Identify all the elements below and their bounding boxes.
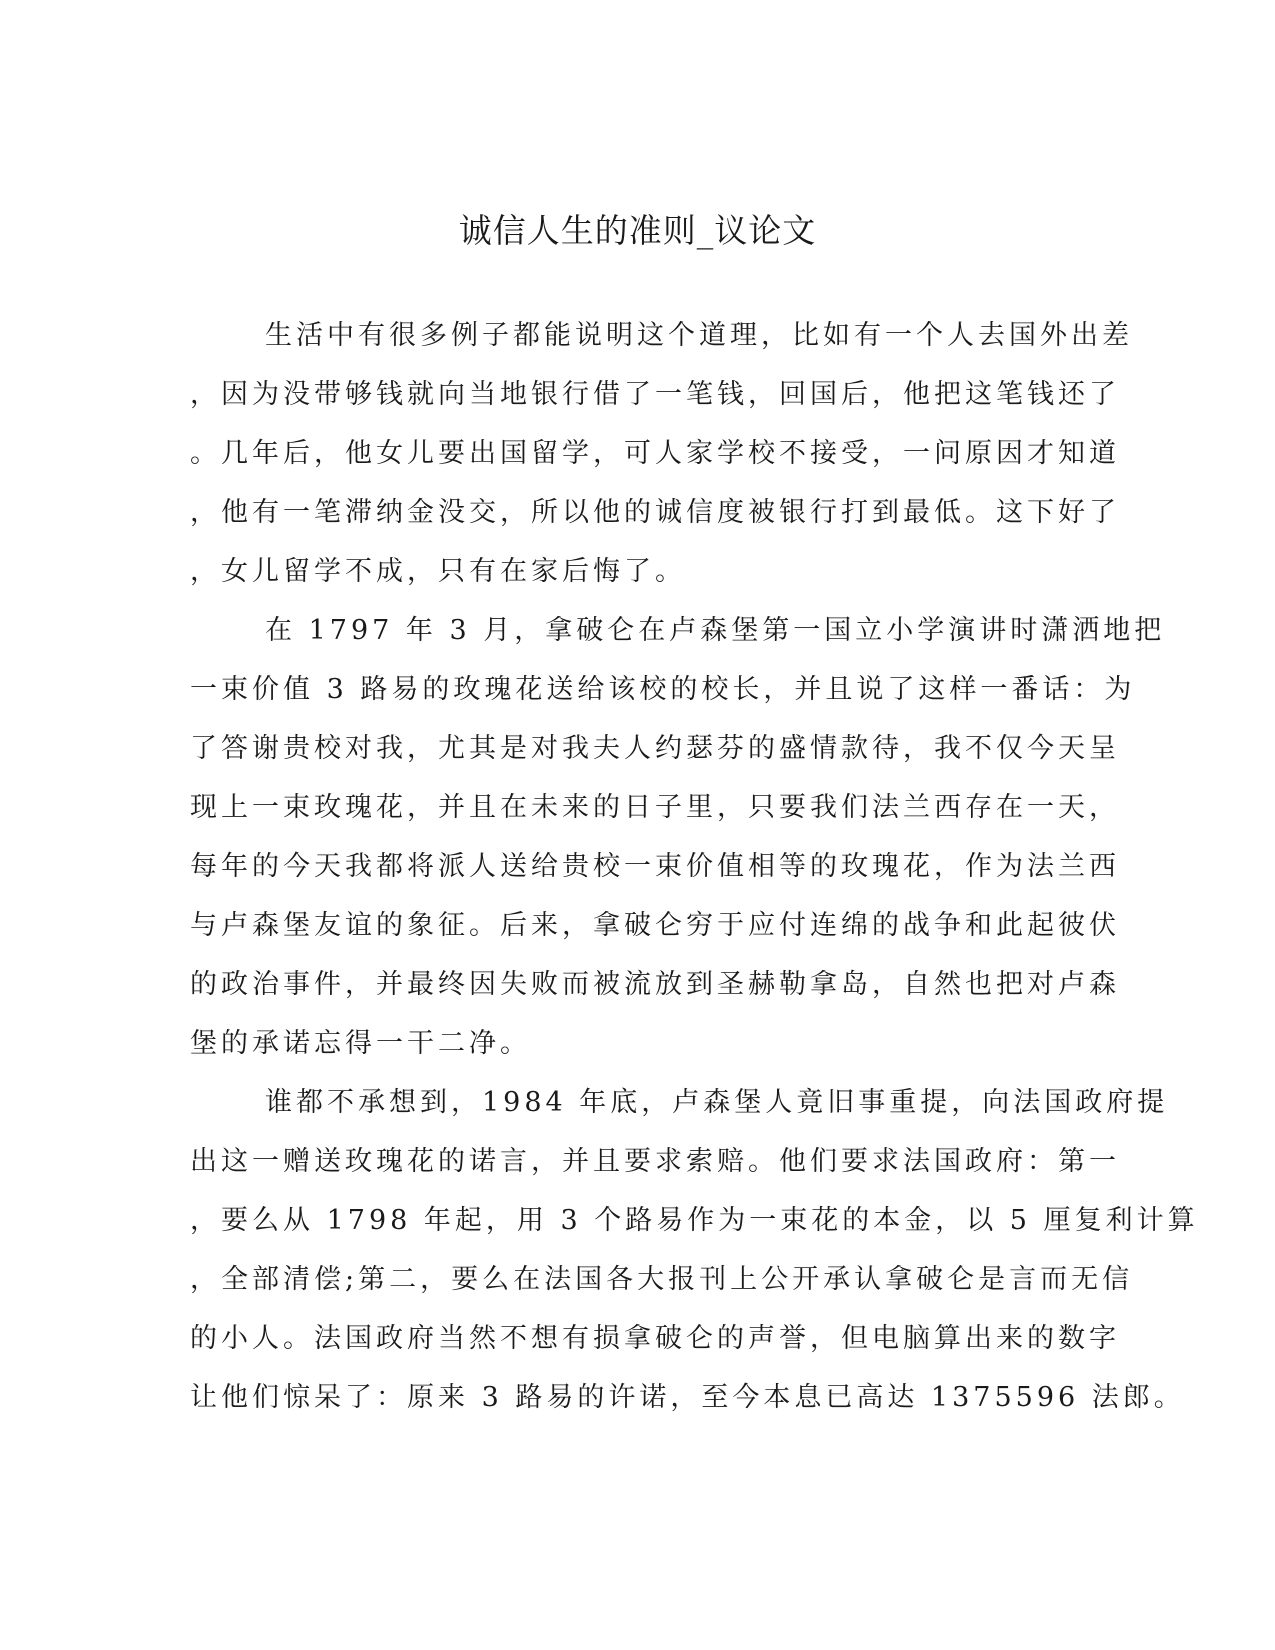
paragraph-line: 了答谢贵校对我，尤其是对我夫人约瑟芬的盛情款待，我不仅今天呈 [190,733,1120,764]
paragraph-line: ，要么从 1798 年起，用 3 个路易作为一束花的本金，以 5 厘复利计算 [190,1205,1199,1236]
paragraph-line: 的小人。法国政府当然不想有损拿破仑的声誉，但电脑算出来的数字 [190,1323,1120,1354]
paragraph-line: 与卢森堡友谊的象征。后来，拿破仑穷于应付连绵的战争和此起彼伏 [190,910,1120,941]
paragraph-line: 的政治事件，并最终因失败而被流放到圣赫勒拿岛，自然也把对卢森 [190,969,1120,1000]
paragraph-line: ，女儿留学不成，只有在家后悔了。 [190,556,686,587]
paragraph-line: 谁都不承想到，1984 年底，卢森堡人竟旧事重提，向法国政府提 [265,1087,1169,1118]
paragraph-line: 一束价值 3 路易的玫瑰花送给该校的校长，并且说了这样一番话：为 [190,674,1136,705]
paragraph-line: 在 1797 年 3 月，拿破仑在卢森堡第一国立小学演讲时潇洒地把 [265,615,1166,646]
document-title: 诚信人生的准则_议论文 [458,211,817,250]
paragraph-line: 。几年后，他女儿要出国留学，可人家学校不接受，一问原因才知道 [190,438,1120,469]
paragraph-line: ，他有一笔滞纳金没交，所以他的诚信度被银行打到最低。这下好了 [190,497,1120,528]
paragraph-line: ，全部清偿;第二，要么在法国各大报刊上公开承认拿破仑是言而无信 [190,1264,1134,1295]
paragraph-line: 让他们惊呆了：原来 3 路易的许诺，至今本息已高达 1375596 法郎。 [190,1382,1185,1413]
paragraph-line: 堡的承诺忘得一干二净。 [190,1028,531,1059]
paragraph-line: 每年的今天我都将派人送给贵校一束价值相等的玫瑰花，作为法兰西 [190,851,1120,882]
paragraph-line: 出这一赠送玫瑰花的诺言，并且要求索赔。他们要求法国政府：第一 [190,1146,1120,1177]
paragraph-line: 生活中有很多例子都能说明这个道理，比如有一个人去国外出差 [265,320,1133,351]
paragraph-line: ，因为没带够钱就向当地银行借了一笔钱，回国后，他把这笔钱还了 [190,379,1120,410]
paragraph-line: 现上一束玫瑰花，并且在未来的日子里，只要我们法兰西存在一天， [190,792,1120,823]
